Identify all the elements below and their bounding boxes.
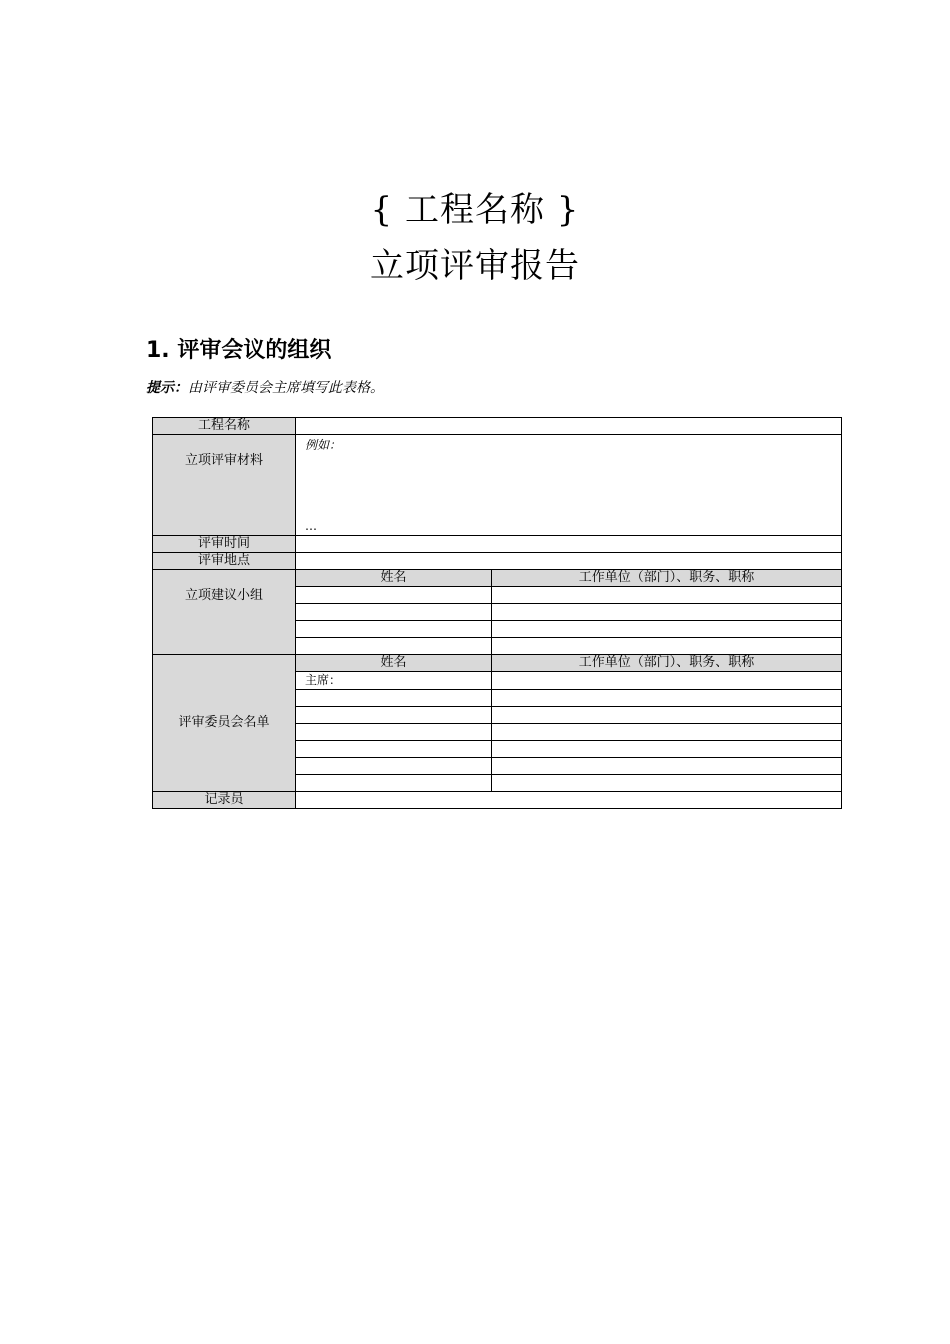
- document-title: [0, 182, 950, 294]
- review-location-field[interactable]: [296, 553, 842, 570]
- name-cell[interactable]: [296, 724, 492, 741]
- review-organization-table: [152, 417, 842, 809]
- table-row: [153, 418, 842, 435]
- table-row: [153, 435, 842, 536]
- project-name-field[interactable]: [296, 418, 842, 435]
- chair-prefix: 主席：: [305, 673, 342, 687]
- unit-cell[interactable]: [492, 672, 842, 690]
- unit-cell[interactable]: [492, 707, 842, 724]
- hint-text: 由评审委员会主席填写此表格。: [188, 380, 384, 396]
- recorder-field[interactable]: [296, 792, 842, 809]
- hint-label: 提示：: [146, 380, 188, 396]
- unit-cell[interactable]: [492, 638, 842, 655]
- name-cell[interactable]: [296, 621, 492, 638]
- materials-label: 立项评审材料: [153, 435, 296, 536]
- chair-name-cell[interactable]: [296, 672, 492, 690]
- name-cell[interactable]: [296, 638, 492, 655]
- unit-cell[interactable]: [492, 758, 842, 775]
- name-header: 姓名: [296, 655, 492, 672]
- table-row: [153, 655, 842, 672]
- committee-label: 评审委员会名单: [153, 655, 296, 792]
- unit-cell[interactable]: [492, 724, 842, 741]
- unit-cell[interactable]: [492, 604, 842, 621]
- review-time-label: 评审时间: [153, 536, 296, 553]
- table-row: [153, 792, 842, 809]
- table-row: [153, 536, 842, 553]
- name-header: 姓名: [296, 570, 492, 587]
- table-row: [153, 570, 842, 587]
- section-heading: 1. 评审会议的组织: [146, 338, 332, 363]
- materials-example: 例如：: [305, 438, 342, 452]
- name-cell[interactable]: [296, 758, 492, 775]
- materials-ellipsis: …: [305, 519, 317, 533]
- name-cell[interactable]: [296, 741, 492, 758]
- unit-cell[interactable]: [492, 741, 842, 758]
- unit-header: 工作单位（部门）、职务、职称: [492, 570, 842, 587]
- name-cell[interactable]: [296, 604, 492, 621]
- report-title: 立项评审报告: [370, 246, 580, 286]
- review-location-label: 评审地点: [153, 553, 296, 570]
- name-cell[interactable]: [296, 707, 492, 724]
- unit-cell[interactable]: [492, 690, 842, 707]
- project-name-label: 工程名称: [153, 418, 296, 435]
- unit-cell[interactable]: [492, 621, 842, 638]
- table-row: [153, 553, 842, 570]
- project-name-title: { 工程名称 }: [370, 190, 580, 230]
- name-cell[interactable]: [296, 587, 492, 604]
- materials-field[interactable]: [296, 435, 842, 536]
- hint: [146, 378, 384, 398]
- unit-cell[interactable]: [492, 587, 842, 604]
- name-cell[interactable]: [296, 690, 492, 707]
- unit-cell[interactable]: [492, 775, 842, 792]
- recorder-label: 记录员: [153, 792, 296, 809]
- unit-header: 工作单位（部门）、职务、职称: [492, 655, 842, 672]
- name-cell[interactable]: [296, 775, 492, 792]
- proposal-group-label: 立项建议小组: [153, 570, 296, 655]
- review-time-field[interactable]: [296, 536, 842, 553]
